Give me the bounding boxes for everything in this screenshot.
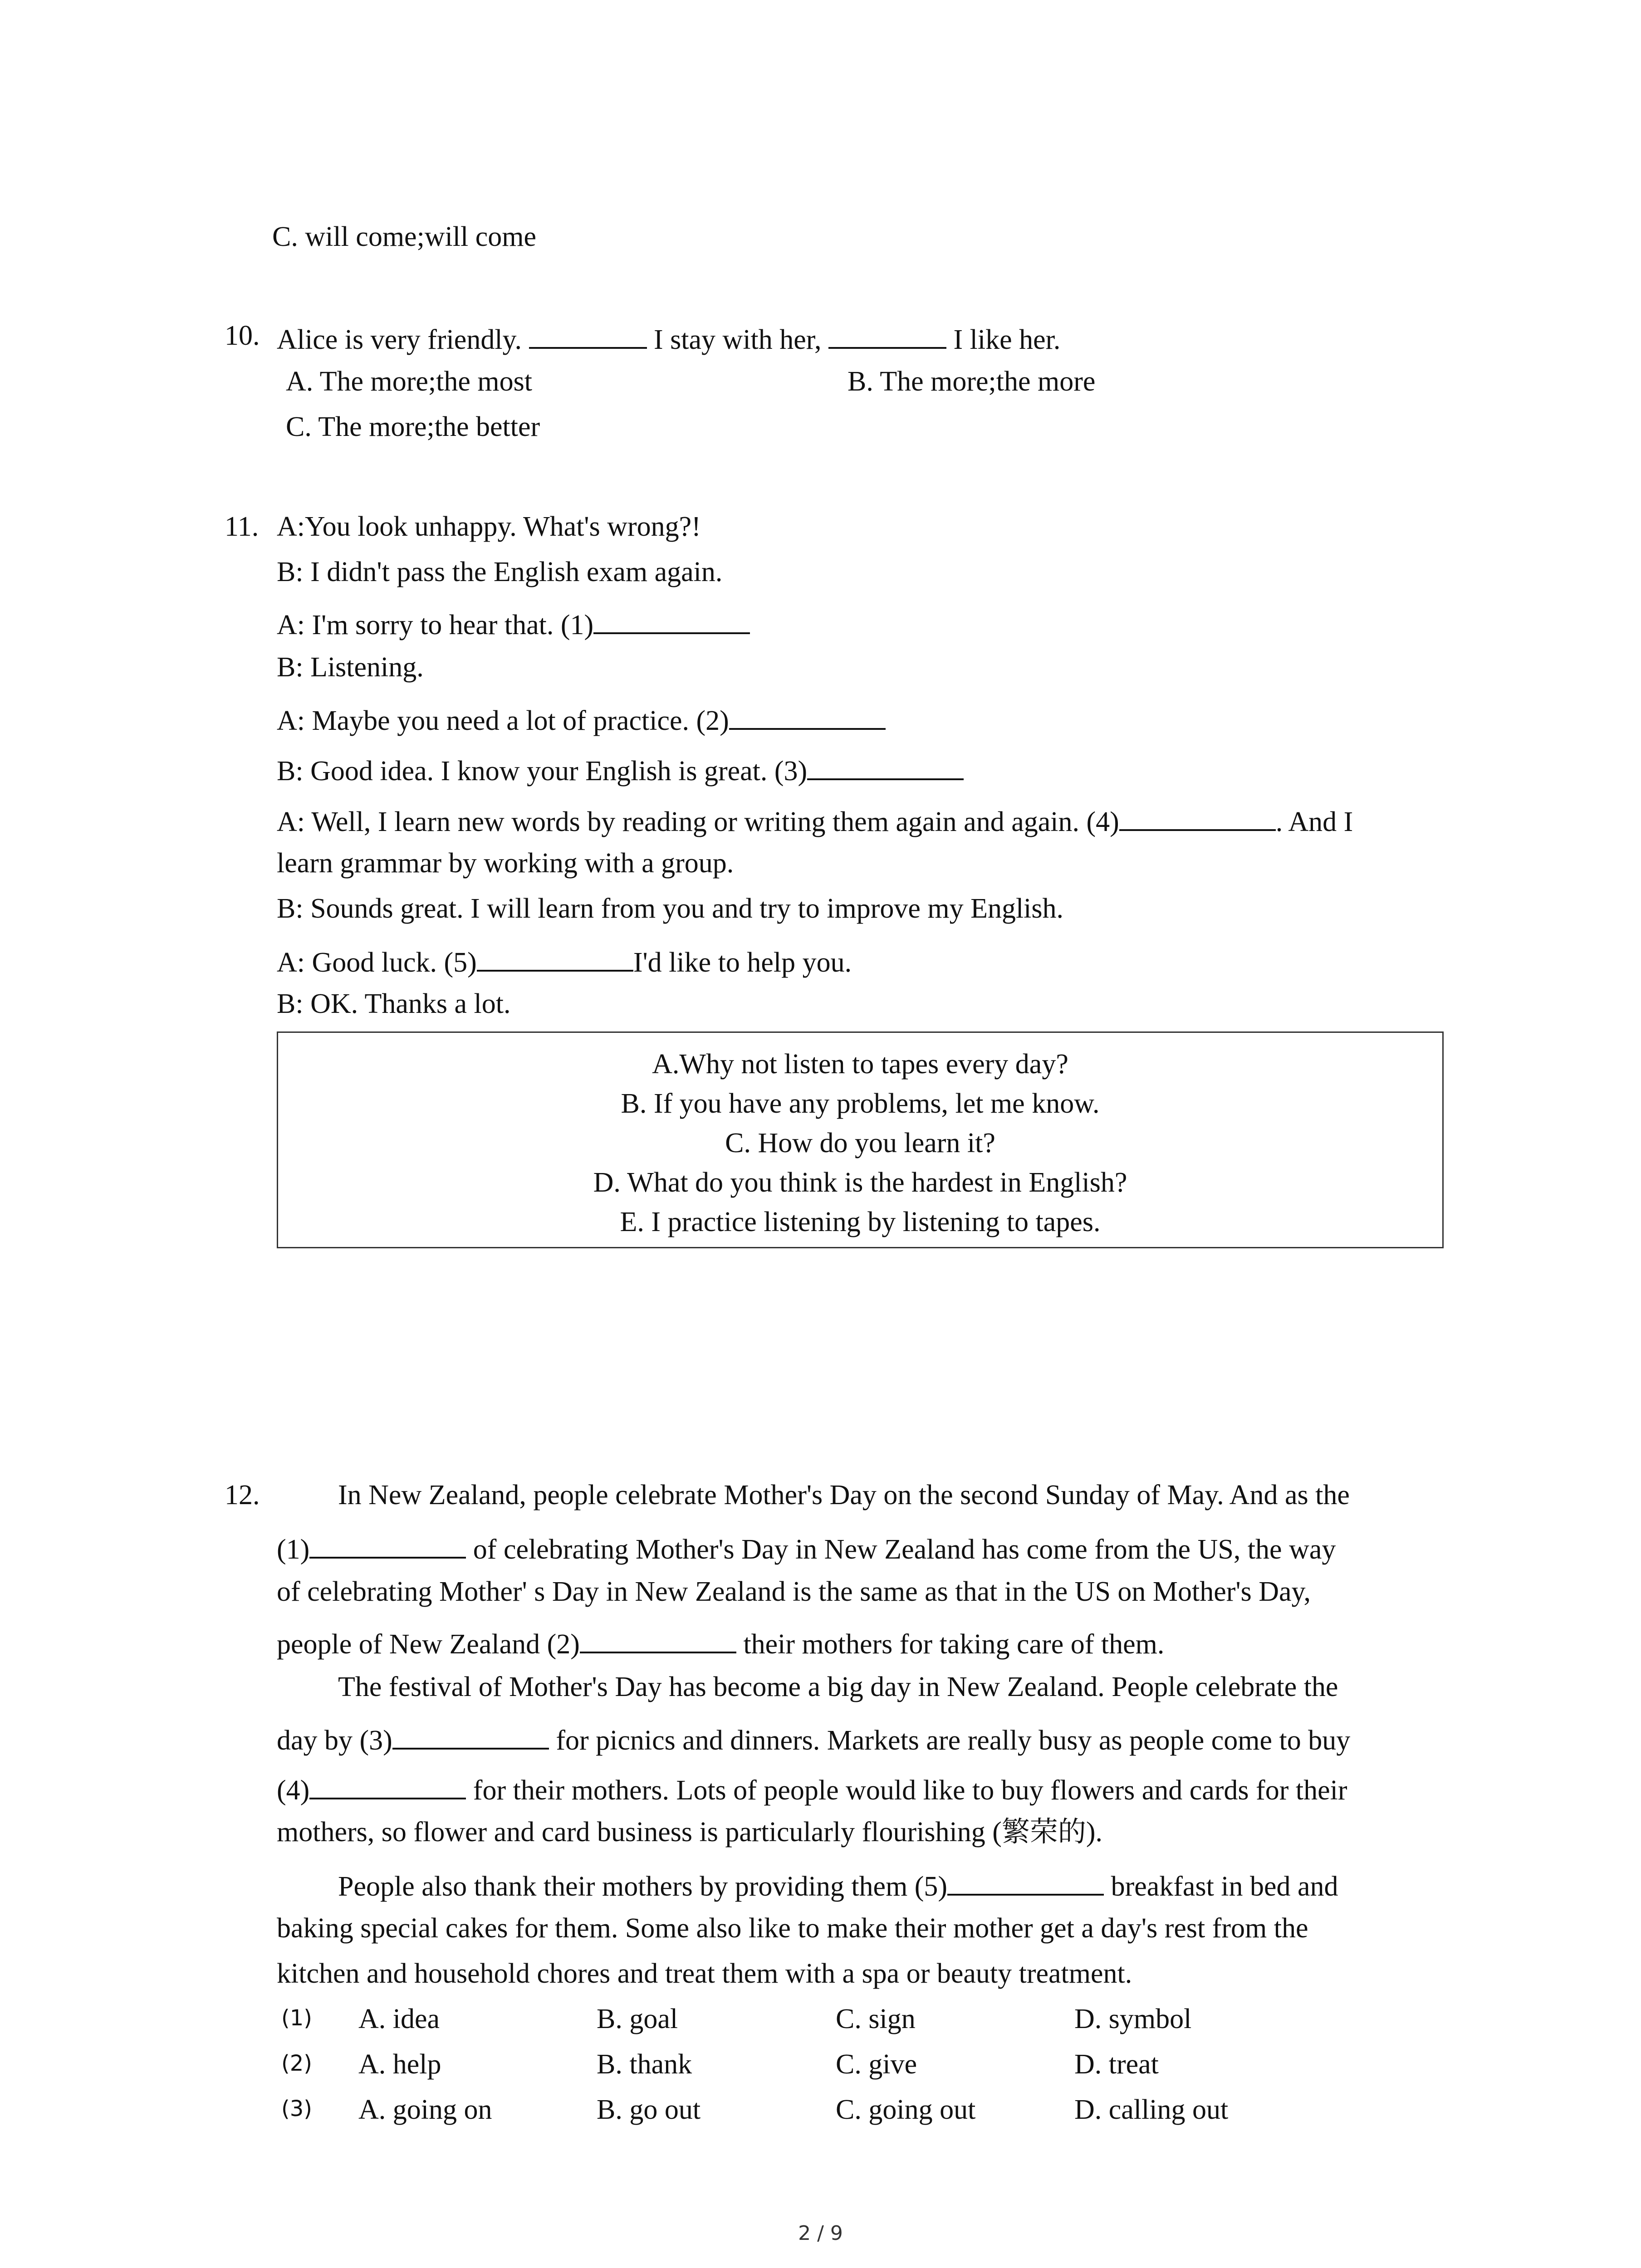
q12-text-line: The festival of Mother's Day has become a big day in New Zealand. People celebrate the [338,1672,1338,1702]
q11-line-text: . And I [1275,806,1353,837]
q11-line [277,804,1353,836]
q11-box-option: E. I practice listening by listening to tapes. [620,1207,1101,1237]
q11-line: A:You look unhappy. What's wrong?! [277,511,701,542]
q11-line [277,944,852,977]
q12-number: 12. [225,1480,260,1510]
q10-number: 10. [225,320,260,351]
q12-subq-number: (3) [281,2096,312,2121]
q11-line: B: Listening. [277,652,424,683]
q11-line-text: B: Good idea. I know your English is great. (3) [277,755,808,787]
q11-box-option: C. How do you learn it? [725,1128,995,1158]
q11-line [277,607,750,639]
q12-option-c: C. give [836,2049,917,2080]
q11-blank-5 [477,944,633,972]
q11-box-option: B. If you have any problems, let me know. [621,1088,1100,1119]
q12-subq-number: (2) [281,2051,312,2076]
q12-text: breakfast in bed and [1111,1871,1338,1902]
page-number: 2 / 9 [798,2222,843,2245]
q12-blank-1 [309,1531,466,1559]
q11-line-text: A: Good luck. (5) [277,947,477,978]
q11-blank-4 [1119,804,1276,831]
q12-text-line: mothers, so flower and card business is particularly flourishing (繁荣的). [277,1817,1103,1848]
q10-stem-part3: I like her. [953,324,1061,355]
q11-line: B: OK. Thanks a lot. [277,988,511,1019]
q11-box-option: A.Why not listen to tapes every day? [652,1049,1068,1080]
q12-text: People also thank their mothers by providing them (5) [338,1871,948,1902]
q12-text: (1) [277,1534,310,1565]
q12-option-d: D. treat [1074,2049,1159,2080]
q12-option-c: C. sign [836,2004,916,2034]
q12-option-b: B. thank [597,2049,692,2080]
q12-text: for their mothers. Lots of people would like to buy flowers and cards for their [473,1774,1347,1806]
q10-blank-1 [529,322,647,349]
q12-option-a: A. help [358,2049,441,2080]
q11-line-text: I'd like to help you. [633,947,852,978]
q12-text: day by (3) [277,1725,392,1756]
q12-text-line [277,1531,1336,1564]
q9-option-c: C. will come;will come [272,221,537,252]
q10-stem [277,322,1060,354]
q11-line: B: Sounds great. I will learn from you and try to improve my English. [277,893,1064,924]
q11-line [277,753,964,785]
q10-stem-part1: Alice is very friendly. [277,324,522,355]
q11-blank-2 [729,703,886,730]
q12-text-line [338,1868,1338,1901]
q11-line-text: A: Well, I learn new words by reading or writing them again and again. (4) [277,806,1119,837]
q12-option-a: A. going on [358,2094,492,2125]
q11-line: B: I didn't pass the English exam again. [277,557,723,587]
q12-subq-number: (1) [281,2005,312,2031]
q12-option-b: B. go out [597,2094,701,2125]
q12-blank-5 [947,1868,1104,1896]
q11-number: 11. [225,511,259,542]
q10-stem-part2: I stay with her, [654,324,822,355]
q12-text: of celebrating Mother's Day in New Zealand has come from the US, the way [473,1534,1336,1565]
q12-option-d: D. symbol [1074,2004,1192,2034]
q12-text: their mothers for taking care of them. [743,1628,1165,1660]
q11-line-text: A: Maybe you need a lot of practice. (2) [277,705,729,736]
q12-text: for picnics and dinners. Markets are really busy as people come to buy [556,1725,1351,1756]
q11-blank-1 [593,607,750,634]
q10-option-b: B. The more;the more [847,366,1096,397]
q12-option-c: C. going out [836,2094,976,2125]
q12-text-line [277,1626,1164,1658]
q12-blank-4 [309,1772,466,1799]
q10-option-c: C. The more;the better [286,411,540,442]
q12-option-b: B. goal [597,2004,678,2034]
q12-text-line [277,1772,1347,1804]
q12-text-line: baking special cakes for them. Some also like to make their mother get a day's rest from the [277,1913,1308,1944]
q11-line: learn grammar by working with a group. [277,848,734,879]
q12-option-a: A. idea [358,2004,440,2034]
q11-box-option: D. What do you think is the hardest in English? [593,1167,1127,1198]
q12-blank-2 [580,1626,736,1653]
q12-text: people of New Zealand (2) [277,1628,580,1660]
q12-option-d: D. calling out [1074,2094,1229,2125]
q12-text-line: of celebrating Mother' s Day in New Zealand is the same as that in the US on Mother's Day, [277,1576,1311,1607]
q11-line-text: A: I'm sorry to hear that. (1) [277,609,594,640]
q12-blank-3 [392,1722,549,1750]
q11-options-box [277,1031,1444,1248]
q12-text-line: kitchen and household chores and treat them with a spa or beauty treatment. [277,1958,1132,1989]
q11-line [277,703,886,735]
q11-blank-3 [807,753,964,780]
q12-text-line [277,1722,1350,1755]
q12-text-line: In New Zealand, people celebrate Mother's Day on the second Sunday of May. And as the [338,1480,1350,1510]
q10-option-a: A. The more;the most [286,366,532,397]
q10-blank-2 [828,322,946,349]
q12-text: (4) [277,1774,310,1806]
